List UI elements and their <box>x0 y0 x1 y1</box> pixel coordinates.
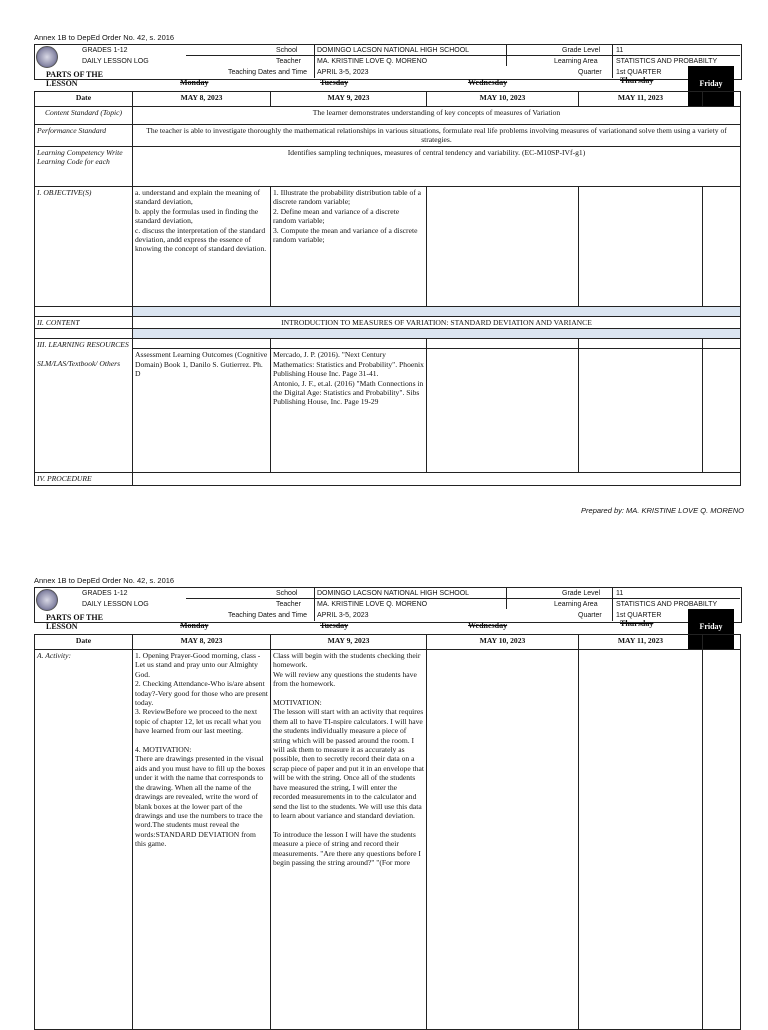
date-tuesday: MAY 9, 2023 <box>271 92 427 107</box>
teaching-dates-value: APRIL 3-5, 2023 <box>317 612 369 619</box>
objectives-monday: a. understand and explain the meaning of standard deviation, b. apply the formulas used in finding the standard deviation, c. discuss the interpretation of the standard deviation, andd express the essence of knowing the concept of standard deviation. <box>133 187 271 307</box>
lesson-table-1 <box>34 91 741 486</box>
day-friday: Friday <box>688 609 734 649</box>
school-label: School <box>276 47 298 54</box>
resources-label: III. LEARNING RESOURCES SLM/LAS/Textbook/ Others <box>35 339 133 473</box>
school-value: DOMINGO LACSON NATIONAL HIGH SCHOOL <box>317 590 470 597</box>
annex-caption: Annex 1B to DepEd Order No. 42, s. 2016 <box>34 576 175 585</box>
content-standard-label: Content Standard (Topic) <box>35 107 133 125</box>
school-value: DOMINGO LACSON NATIONAL HIGH SCHOOL <box>317 47 470 54</box>
content-standard-text: The learner demonstrates understanding of key concepts of measures of Variation <box>133 107 741 125</box>
grade-level-label: Grade Level <box>562 47 601 54</box>
quarter-label: Quarter <box>578 612 602 619</box>
lesson-table-2 <box>34 634 741 1030</box>
teaching-dates-label: Teaching Dates and Time <box>228 69 307 76</box>
day-wednesday: Wednesday <box>468 621 508 630</box>
competency-label: Learning Competency Write Learning Code for each <box>35 147 133 187</box>
day-monday: Monday <box>180 621 209 630</box>
teacher-label: Teacher <box>276 601 301 608</box>
teaching-dates-value: APRIL 3-5, 2023 <box>317 69 369 76</box>
annex-caption: Annex 1B to DepEd Order No. 42, s. 2016 <box>34 33 175 42</box>
content-label: II. CONTENT <box>35 317 133 329</box>
objectives-tuesday: 1. Illustrate the probability distribution table of a discrete random variable; 2. Define mean and variance of a discrete random variable; 3. Compute the mean and variance of a discrete random variable; <box>271 187 427 307</box>
school-label: School <box>276 590 298 597</box>
header-box <box>34 587 742 623</box>
objectives-label: I. OBJECTIVE(S) <box>35 187 133 307</box>
date-tuesday: MAY 9, 2023 <box>271 635 427 650</box>
grades-label: GRADES 1-12 <box>82 47 128 54</box>
performance-standard-label: Performance Standard <box>35 125 133 147</box>
resources-monday: Assessment Learning Outcomes (Cognitive Domain) Book 1, Danilo S. Gutierrez. Ph. D <box>133 349 271 473</box>
day-monday: Monday <box>180 78 209 87</box>
day-thursday: Thursday <box>620 76 654 85</box>
content-text: INTRODUCTION TO MEASURES OF VARIATION: STANDARD DEVIATION AND VARIANCE <box>133 317 741 329</box>
date-monday: MAY 8, 2023 <box>133 92 271 107</box>
date-thursday: MAY 11, 2023 <box>579 635 703 650</box>
date-wednesday: MAY 10, 2023 <box>427 635 579 650</box>
quarter-value: 1st QUARTER <box>616 612 662 619</box>
learning-area-value: STATISTICS AND PROBABILTY <box>616 58 718 65</box>
learning-area-label: Learning Area <box>554 601 598 608</box>
header-box <box>34 44 742 80</box>
day-tuesday: Tuesday <box>320 621 349 630</box>
learning-area-value: STATISTICS AND PROBABILTY <box>616 601 718 608</box>
log-title: DAILY LESSON LOG <box>82 58 149 65</box>
learning-area-label: Learning Area <box>554 58 598 65</box>
quarter-label: Quarter <box>578 69 602 76</box>
procedure-label: IV. PROCEDURE <box>35 473 133 485</box>
grade-level-value: 11 <box>616 47 624 54</box>
day-thursday: Thursday <box>620 619 654 628</box>
quarter-value: 1st QUARTER <box>616 69 662 76</box>
date-thursday: MAY 11, 2023 <box>579 92 703 107</box>
teacher-label: Teacher <box>276 58 301 65</box>
date-label: Date <box>35 92 133 107</box>
prepared-by: Prepared by: MA. KRISTINE LOVE Q. MORENO <box>581 506 744 515</box>
performance-standard-text: The teacher is able to investigate thoroughly the mathematical relationships in various situations, formulate real life problems involving measures of variationand solve them using a variety of strategies. <box>133 125 741 147</box>
day-friday: Friday <box>688 66 734 106</box>
date-monday: MAY 8, 2023 <box>133 635 271 650</box>
grades-label: GRADES 1-12 <box>82 590 128 597</box>
teacher-value: MA. KRISTINE LOVE Q. MORENO <box>317 601 428 608</box>
teaching-dates-label: Teaching Dates and Time <box>228 612 307 619</box>
teacher-value: MA. KRISTINE LOVE Q. MORENO <box>317 58 428 65</box>
day-wednesday: Wednesday <box>468 78 508 87</box>
activity-label: A. Activity: <box>35 650 133 1030</box>
day-tuesday: Tuesday <box>320 78 349 87</box>
date-label: Date <box>35 635 133 650</box>
log-title: DAILY LESSON LOG <box>82 601 149 608</box>
activity-tuesday: Class will begin with the students checking their homework. We will review any questions the students have from the homework. MOTIVATION: The lesson will start with an activity that requires them all to have TI-nspire calculators. I will have the students individually measure a piece of string which will be passed around the room. I will ask them to measure it as accurately as possible, then to secretly record their data on a scrap piece of paper and put it in an envelope that will be with the string. Once all of the students have measured the string, I will enter the recorded measurements in to the calculator and send the list to the students. We will use this data to learn about variance and standard deviation. To introduce the lesson I will have the students measure a piece of string and record their measurements. "Are there any questions before I begin passing the string around?" "(For more <box>271 650 427 1030</box>
date-wednesday: MAY 10, 2023 <box>427 92 579 107</box>
parts-of-lesson-label: PARTS OF THE LESSON <box>46 70 103 88</box>
parts-of-lesson-label: PARTS OF THE LESSON <box>46 613 103 631</box>
grade-level-label: Grade Level <box>562 590 601 597</box>
competency-text: Identifies sampling techniques, measures of central tendency and variability. (EC-M10SP-IVf-g1) <box>133 147 741 187</box>
grade-level-value: 11 <box>616 590 624 597</box>
resources-tuesday: Mercado, J. P. (2016). "Next Century Mathematics: Statistics and Probability". Phoenix Publishing House Inc. Page 31-41. Antonio, J. F., et.al. (2016) "Math Connections in the Digital Age: Statistics and Probability". Sibs Publishing House, Inc. Page 19-29 <box>271 349 427 473</box>
activity-monday: 1. Opening Prayer-Good morning, class -Let us stand and pray unto our Almighty God. 2. Checking Attendance-Who is/are absent today?-Very good for those who are present today. 3. ReviewBefore we proceed to the next topic of chapter 12, let us recall what you have learned from our last meeting. 4. MOTIVATION: There are drawings presented in the visual aids and you must have to fill up the boxes under it with the name that corresponds to the drawing. When all the name of the drawings are revealed, write the word of blank boxes at the lower part of the drawings and use the numbers to trace the word.The students must reveal the words:STANDARD DEVIATION from this game. <box>133 650 271 1030</box>
